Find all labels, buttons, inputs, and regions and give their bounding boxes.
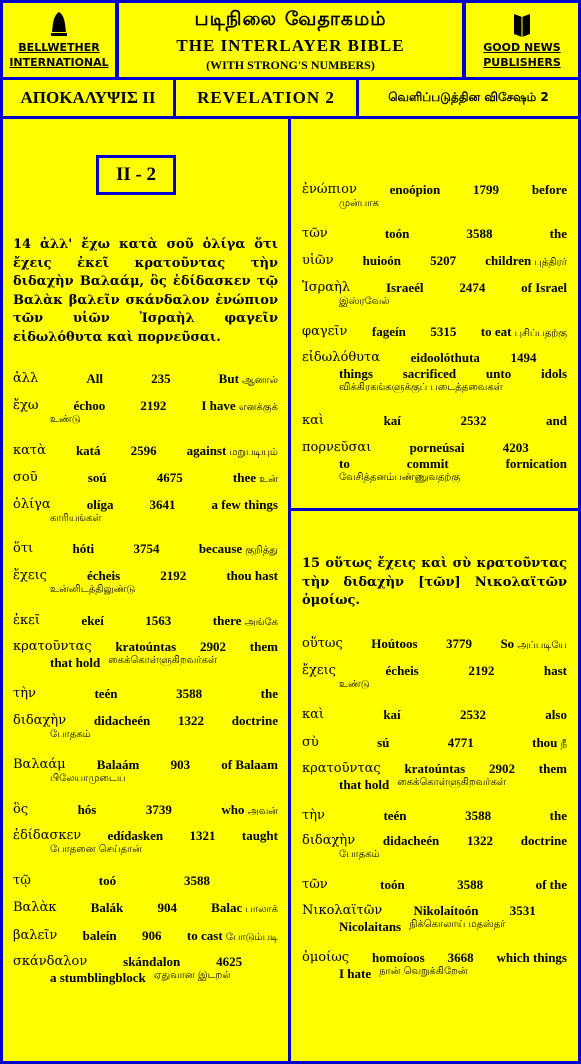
english-gloss: the [549,226,567,241]
greek-word: ἔχω [13,398,39,413]
greek-word: βαλεῖν [13,928,58,943]
word-entry [13,802,278,818]
gloss-text: a stumblingblock [50,970,146,985]
tamil-gloss: விக்கிரகங்களுக்குப் படைத்தவைகள் [339,382,503,393]
strongs-number: 4625 [216,954,243,969]
english-gloss: of Israel [521,280,567,295]
word-entry [13,613,278,629]
entry-main-line [302,413,567,429]
english-gloss: against மறுபடியும் [186,443,278,458]
word-entry [13,713,278,741]
word-entry [13,443,278,459]
word-entry [302,707,567,723]
english-gloss: hast [543,663,567,678]
strongs-number: 3779 [445,636,472,651]
title-tamil: படிநிலை வேதாகமம் [194,8,387,30]
entry-main-line [302,877,567,893]
greek-word: κατὰ [13,443,46,458]
strongs-number: 1322 [177,713,204,728]
word-entry [302,761,567,793]
tamil-gloss: பிலேயாமுடைய [50,773,126,784]
english-gloss: because குறித்து [198,541,278,556]
entry-main-line [302,440,567,456]
english-gloss-continued [302,966,567,982]
tamil-gloss: போதகம் [339,849,380,860]
tamil-gloss: மறுபடியும் [226,447,278,458]
transliteration: kaí [383,707,401,722]
word-entry [302,735,567,751]
transliteration: Israeél [385,280,424,295]
bellwether-logo [3,3,115,77]
english-book-title: REVELATION 2 [176,80,356,116]
transliteration: All [86,371,103,386]
good-news-logo [466,3,578,77]
right-logo-text: GOOD NEWS PUBLISHERS [483,41,561,69]
greek-word: σὺ [302,735,319,750]
word-entry [13,371,278,387]
entry-main-line [302,663,567,679]
greek-word: διδαχὴν [13,713,67,728]
word-entry [302,877,567,893]
tamil-gloss: நிக்கொலாய் மதஸ்தர் [409,919,506,930]
english-gloss: a few things [211,497,278,512]
transliteration: hóti [72,541,95,556]
transliteration: écheis [385,663,419,678]
strongs-number: 3668 [447,950,474,965]
strongs-number: 3588 [466,226,493,241]
greek-word: σκάνδαλον [13,954,88,969]
transliteration: eidoolóthuta [410,350,480,365]
tamil-gloss: ஆனால் [238,375,278,386]
transliteration: huioón [362,253,401,268]
entry-main-line [13,371,278,387]
word-entry [13,639,278,671]
transliteration: toón [380,877,405,892]
entry-main-line [302,808,567,824]
transliteration: Nikolaitoón [413,903,479,918]
entry-main-line [13,639,278,655]
greek-word: οὕτως [302,636,343,651]
english-gloss: But ஆனால் [218,371,278,386]
strongs-number: 1563 [145,613,172,628]
strongs-number: 3588 [465,808,492,823]
gloss-text: I hate [339,966,372,981]
greek-word: ἐκεῖ [13,613,40,628]
transliteration: edídasken [107,828,164,843]
english-gloss: which things [496,950,567,965]
english-gloss: to eat புசிப்பதற்கு [480,324,567,339]
tamil-book-title: வெளிப்படுத்தின விசேஷம் 2 [359,80,578,116]
entry-main-line [13,613,278,629]
strongs-number: 1321 [189,828,216,843]
word-entry [13,470,278,486]
greek-word: ἔχεις [13,568,47,583]
greek-word: ὅτι [13,541,34,556]
english-gloss: thou நீ [532,735,567,750]
entry-main-line [302,350,567,366]
entry-main-line [13,470,278,486]
strongs-number: 2192 [160,568,187,583]
greek-word: τῷ [13,873,31,888]
english-gloss: the [260,686,278,701]
strongs-number: 5207 [430,253,457,268]
verse-14-text: 14 ἀλλ' ἔχω κατὰ σοῦ ὀλίγα ὅτι ἔχεις ἐκεῖ κρατοῦντας τὴν διδαχὴν Βαλαάμ, ὃς ἐδίδασκεν τῷ Βαλὰκ βαλεῖν σκάνδαλον ἐνώπιον τῶν υἱῶν Ἰσραὴλ φαγεῖν εἰδωλόθυτα καὶ πορνεῦσαι. [13,237,278,345]
greek-word: Νικολαϊτῶν [302,903,383,918]
greek-word: φαγεῖν [302,324,348,339]
transliteration: baleín [82,928,117,943]
subtitle: (WITH STRONG'S NUMBERS) [206,58,375,72]
word-entry [302,833,567,861]
strongs-number: 4203 [502,440,529,455]
greek-word: σοῦ [13,470,38,485]
english-gloss: of the [535,877,567,892]
english-gloss: the [549,808,567,823]
tamil-gloss: காரியங்கள் [50,513,102,524]
greek-word: κρατοῦντας [302,761,381,776]
tamil-gloss: முன்பாக [339,198,379,209]
greek-word: πορνεῦσαι [302,440,372,455]
english-gloss: of Balaam [221,757,278,772]
strongs-number: 3531 [509,903,536,918]
strongs-number: 5315 [430,324,457,339]
strongs-number: 1494 [510,350,537,365]
tamil-gloss: இஸ்ரவேல் [339,296,390,307]
strongs-number: 2192 [140,398,167,413]
tamil-gloss: உன்னிடத்திலுண்டு [50,584,136,595]
english-gloss: thou hast [226,568,278,583]
word-entry [302,324,567,340]
english-gloss: So அப்படியே [500,636,567,651]
tamil-gloss: கைக்கொள்ளுகிறவர்கள் [397,777,507,788]
word-entry [302,226,567,242]
tamil-gloss: கைக்கொள்ளுகிறவர்கள் [108,655,218,666]
word-entry [13,828,278,856]
entry-main-line [13,757,278,773]
strongs-number: 2596 [130,443,157,458]
tamil-gloss: நான் வெறுக்கிறேன் [379,966,468,977]
gloss-word: commit [406,456,449,471]
transliteration: sú [377,735,390,750]
tamil-gloss: அவன் [244,806,278,817]
greek-word: Ἰσραὴλ [302,280,351,295]
gloss-word: unto [485,366,512,381]
tamil-gloss: உன் [256,474,278,485]
english-gloss-continued [13,655,278,671]
greek-word: καὶ [302,707,325,722]
transliteration: toó [98,873,117,888]
word-entry [13,954,278,986]
greek-word: κρατοῦντας [13,639,92,654]
strongs-number: 2532 [460,413,487,428]
transliteration: porneúsai [409,440,465,455]
tamil-gloss: குறித்து [242,545,278,556]
tamil-gloss: அங்கே [241,617,278,628]
english-gloss: them [249,639,278,654]
entry-main-line [302,833,567,849]
transliteration: toón [384,226,410,241]
greek-word: τῶν [302,877,328,892]
english-gloss: children புத்திரர் [485,253,567,268]
gloss-word: sacrificed [402,366,457,381]
tamil-gloss: போதனை செய்தான் [50,844,142,855]
english-gloss: doctrine [520,833,567,848]
strongs-number: 2902 [488,761,515,776]
greek-word: εἰδωλόθυτα [302,350,381,365]
tamil-gloss: நீ [557,739,567,750]
entry-main-line [13,713,278,729]
transliteration: didacheén [382,833,440,848]
entry-main-line [302,636,567,652]
entry-main-line [13,686,278,702]
greek-word: ὀλίγα [13,497,51,512]
strongs-number: 906 [142,928,162,943]
strongs-number: 2532 [459,707,486,722]
transliteration: soú [87,470,107,485]
entry-main-line [13,873,278,889]
word-entry [13,900,278,916]
transliteration: katá [75,443,101,458]
greek-word: τῶν [302,226,328,241]
transliteration: Balák [90,900,124,915]
tamil-gloss: போதகம் [50,729,91,740]
word-entry [302,950,567,982]
chapter-box: II - 2 [96,155,176,195]
entry-main-line [302,253,567,269]
title-english: THE INTERLAYER BIBLE [176,36,405,55]
english-gloss: doctrine [231,713,278,728]
greek-word: ὁμοίως [302,950,350,965]
english-gloss: taught [241,828,278,843]
transliteration: kaí [383,413,401,428]
greek-word: τὴν [302,808,325,823]
entry-main-line [13,928,278,944]
strongs-number: 904 [157,900,177,915]
word-entry [302,440,567,484]
word-entry [13,541,278,557]
strongs-number: 3754 [133,541,160,556]
greek-word: ἐνώπιον [302,182,357,197]
english-gloss: to cast போடும்படி [186,928,278,943]
transliteration: teén [94,686,118,701]
strongs-number: 1799 [473,182,500,197]
greek-word: ἀλλ [13,371,39,386]
entry-main-line [13,900,278,916]
word-entry [302,182,567,210]
strongs-number: 3641 [149,497,176,512]
transliteration: échoo [73,398,106,413]
greek-word: Βαλαάμ [13,757,66,772]
gloss-word: things [339,366,373,381]
entry-main-line [13,443,278,459]
gloss-text: that hold [50,655,101,670]
strongs-number: 4771 [447,735,474,750]
strongs-number: 3588 [457,877,484,892]
word-entry [302,808,567,824]
english-gloss: I have எனக்குக் [201,398,278,413]
transliteration: olíga [86,497,114,512]
transliteration: Balaám [96,757,140,772]
greek-word: υἱῶν [302,253,334,268]
english-gloss: Balac பாலாக் [211,900,278,915]
greek-word: τὴν [13,686,36,701]
greek-word: καὶ [302,413,325,428]
transliteration: écheis [87,568,121,583]
greek-word: ὃς [13,802,29,817]
tamil-gloss: பாலாக் [242,904,278,915]
strongs-number: 2192 [468,663,495,678]
transliteration: fageín [371,324,406,339]
verse-15-text: 15 οὕτως ἔχεις καὶ σὺ κρατοῦντας τὴν διδαχὴν [τῶν] Νικολαϊτῶν ὁμοίως. [302,556,567,608]
entry-main-line [302,324,567,340]
transliteration: ekeí [81,613,104,628]
english-gloss: them [538,761,567,776]
transliteration: homoíoos [372,950,425,965]
word-entry [302,636,567,652]
word-entry [302,903,567,935]
tamil-gloss: அப்படியே [514,640,567,651]
transliteration: teén [383,808,407,823]
strongs-number: 4675 [156,470,183,485]
english-gloss: there அங்கே [212,613,278,628]
strongs-number: 2474 [459,280,486,295]
strongs-number: 903 [170,757,191,772]
entry-main-line [302,707,567,723]
word-entry [13,497,278,525]
tamil-gloss: ஏதுவான இடறல் [153,970,231,981]
entry-main-line [302,761,567,777]
entry-main-line [13,398,278,414]
transliteration: kratoúntas [115,639,177,654]
english-gloss-continued [13,970,278,986]
book-icon [512,10,532,38]
english-gloss: also [545,707,567,722]
transliteration: hós [77,802,97,817]
transliteration: didacheén [93,713,151,728]
greek-book-title: ΑΠΟΚΑΛΥΨΙΣ II [3,80,173,116]
gloss-text: that hold [339,777,390,792]
word-entry [13,568,278,596]
word-entry [302,663,567,691]
word-entry [302,350,567,394]
transliteration: skándalon [123,954,181,969]
left-logo-text: BELLWETHER INTERNATIONAL [9,41,109,69]
tamil-gloss: எனக்குக் [235,402,278,413]
transliteration: Hoútoos [371,636,418,651]
entry-main-line [13,828,278,844]
greek-word: διδαχὴν [302,833,356,848]
gloss-word: idols [540,366,567,381]
strongs-number: 3588 [176,686,203,701]
transliteration: kratoúntas [404,761,466,776]
gloss-word: fornication [505,456,567,471]
gloss-word: to [339,456,350,471]
word-entry [13,686,278,702]
word-entry [13,873,278,889]
english-gloss-continued [302,366,567,382]
english-gloss: and [546,413,567,428]
word-entry [13,757,278,785]
english-gloss-continued [302,777,567,793]
transliteration: enoópion [389,182,441,197]
word-entry [302,253,567,269]
strongs-number: 1322 [466,833,493,848]
entry-main-line [13,541,278,557]
entry-main-line [302,950,567,966]
strongs-number: 3588 [184,873,211,888]
entry-main-line [302,280,567,296]
tamil-gloss: புத்திரர் [531,257,567,268]
tamil-gloss: புசிப்பதற்கு [511,328,567,339]
entry-main-line [302,735,567,751]
word-entry [302,413,567,429]
entry-main-line [13,802,278,818]
bell-icon [49,10,69,38]
tamil-gloss: வேசித்தனம்பண்ணுவதற்கு [339,472,461,483]
word-entry [302,280,567,308]
english-gloss: thee உன் [232,470,278,485]
english-gloss: before [531,182,567,197]
tamil-gloss: போடும்படி [222,932,278,943]
english-gloss-continued [302,456,567,472]
tamil-gloss: உண்டு [339,679,370,690]
entry-main-line [13,954,278,970]
strongs-number: 3739 [145,802,172,817]
greek-word: Βαλὰκ [13,900,57,915]
entry-main-line [302,182,567,198]
english-gloss: who அவன் [221,802,278,817]
word-entry [13,398,278,426]
entry-main-line [13,497,278,513]
gloss-text: Nicolaitans [339,919,402,934]
strongs-number: 2902 [199,639,226,654]
greek-word: ἔχεις [302,663,336,678]
title-block [119,3,462,77]
strongs-number: 235 [151,371,171,386]
entry-main-line [13,568,278,584]
entry-main-line [302,226,567,242]
tamil-gloss: உண்டு [50,414,81,425]
word-entry [13,928,278,944]
entry-main-line [302,903,567,919]
greek-word: ἐδίδασκεν [13,828,82,843]
english-gloss-continued [302,919,567,935]
